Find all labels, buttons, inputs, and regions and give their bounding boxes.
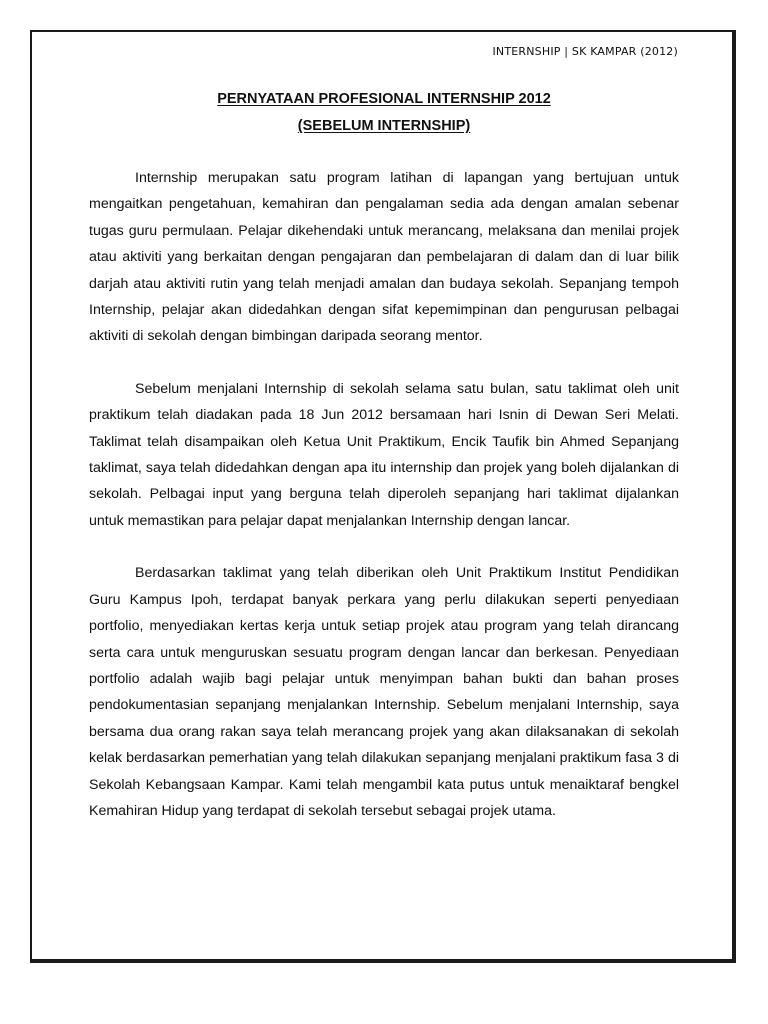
paragraph-1: Internship merupakan satu program latihan di lapangan yang bertujuan untuk mengaitkan pengetahuan, kemahiran dan pengalaman sedia ada dengan amalan sebenar tugas guru permulaan. Pelajar dikehendaki untuk merancang, melaksana dan menilai projek atau aktiviti yang berkaitan dengan pengajaran dan pembelajaran di dalam dan di luar bilik darjah atau aktiviti rutin yang telah menjadi amalan dan budaya sekolah. Sepanjang tempoh Internship, pelajar akan didedahkan dengan sifat kepemimpinan dan pengurusan pelbagai aktiviti di sekolah dengan bimbingan daripada seorang mentor.: [89, 170, 679, 345]
document-title: PERNYATAAN PROFESIONAL INTERNSHIP 2012: [217, 91, 551, 107]
document-body: [89, 165, 679, 850]
running-header: INTERNSHIP | SK KAMPAR (2012): [492, 45, 678, 58]
paragraph-2: Sebelum menjalani Internship di sekolah selama satu bulan, satu taklimat oleh unit praktikum telah diadakan pada 18 Jun 2012 bersamaan hari Isnin di Dewan Seri Melati. Taklimat telah disampaikan oleh Ketua Unit Praktikum, Encik Taufik bin Ahmed Sepanjang taklimat, saya telah didedahkan dengan apa itu internship dan projek yang boleh dijalankan di sekolah. Pelbagai input yang berguna telah diperoleh sepanjang hari taklimat dijalankan untuk memastikan para pelajar dapat menjalankan Internship dengan lancar.: [89, 380, 679, 529]
paragraph-3: Berdasarkan taklimat yang telah diberikan oleh Unit Praktikum Institut Pendidikan Guru Kampus Ipoh, terdapat banyak perkara yang perlu dilakukan seperti penyediaan portfolio, menyediakan kertas kerja untuk setiap projek atau program yang telah dirancang serta cara untuk menguruskan sesuatu program dengan lancar dan berkesan. Penyediaan portfolio adalah wajib bagi pelajar untuk menyimpan bahan bukti dan bahan proses pendokumentasian sepanjang menjalankan Internship. Sebelum menjalani Internship, saya bersama dua orang rakan saya telah merancang projek yang akan dilaksanakan di sekolah kelak berdasarkan pemerhatian yang telah dilakukan sepanjang menjalani praktikum fasa 3 di Sekolah Kebangsaan Kampar. Kami telah mengambil kata putus untuk menaiktaraf bengkel Kemahiran Hidup yang terdapat di sekolah tersebut sebagai projek utama.: [89, 565, 679, 819]
document-subtitle: (SEBELUM INTERNSHIP): [297, 118, 471, 134]
